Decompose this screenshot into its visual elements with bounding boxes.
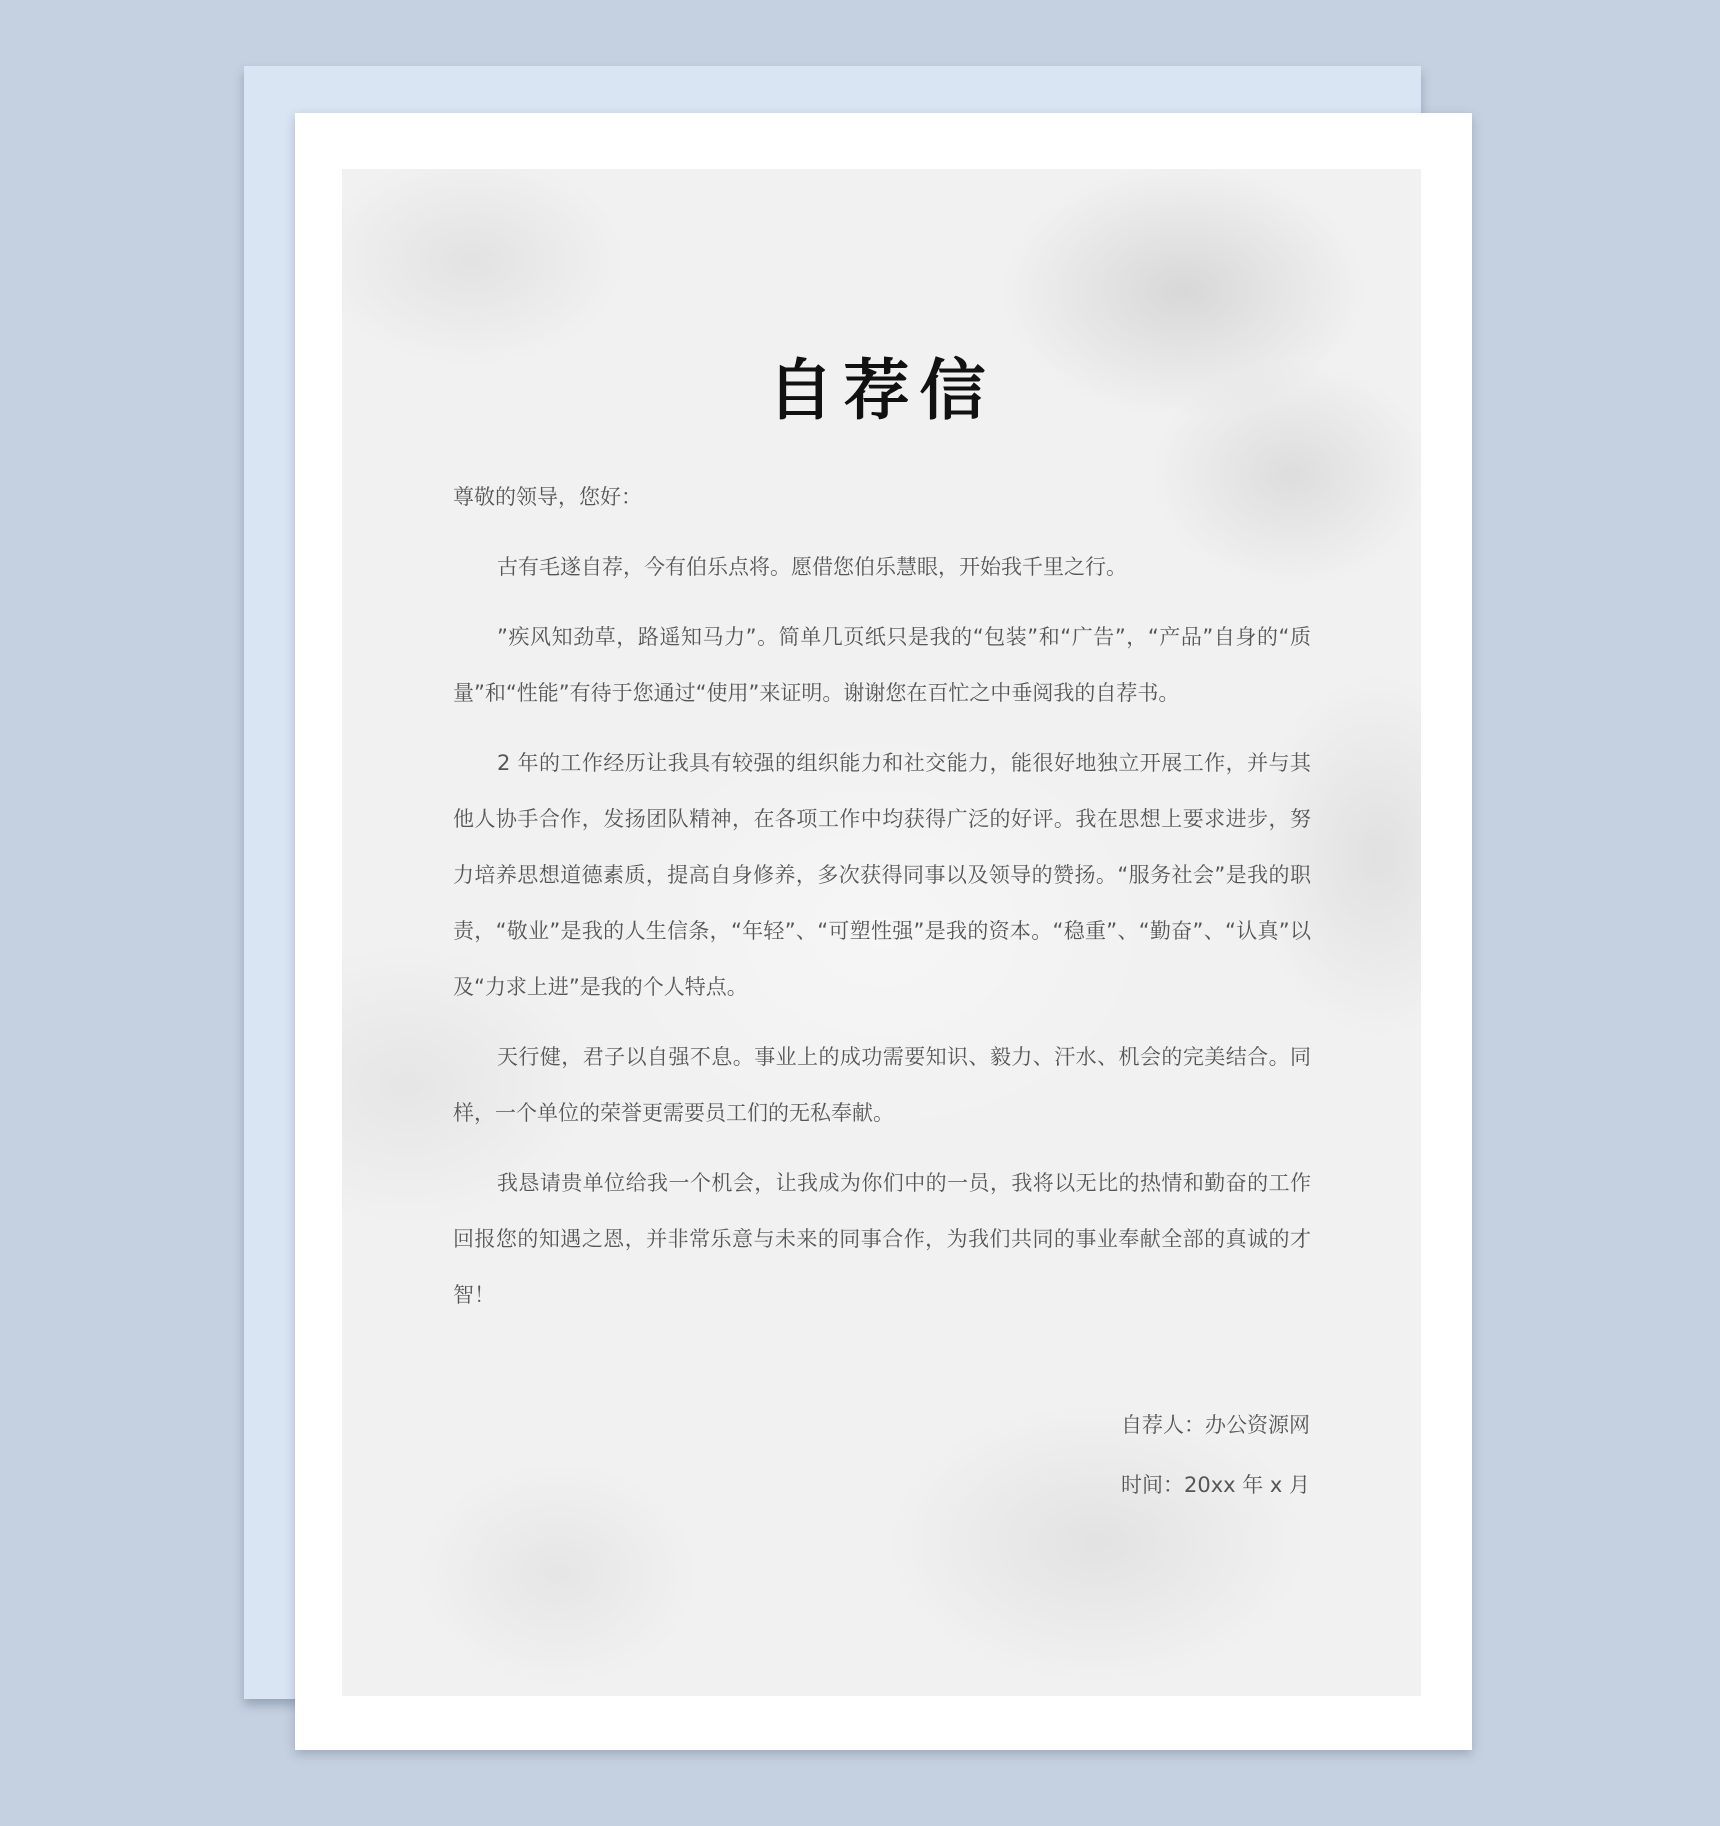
front-sheet (295, 113, 1472, 1750)
letter-paragraph-2: ”疾风知劲草，路遥知马力”。简单几页纸只是我的“包装”和“广告”，“产品”自身的“质量”和“性能”有待于您通过“使用”来证明。谢谢您在百忙之中垂阅我的自荐书。 (453, 625, 1311, 705)
letter-title: 自荐信 (767, 351, 996, 429)
letter-paragraph-3: 2 年的工作经历让我具有较强的组织能力和社交能力，能很好地独立开展工作，并与其他人协手合作，发扬团队精神，在各项工作中均获得广泛的好评。我在思想上要求进步，努力培养思想道德素质，提高自身修养，多次获得同事以及领导的赞扬。“服务社会”是我的职责，“敬业”是我的人生信条，“年轻”、“可塑性强”是我的资本。“稳重”、“勤奋”、“认真”以及“力求上进”是我的个人特点。 (453, 751, 1311, 999)
letter-paragraph-1: 古有毛遂自荐，今有伯乐点将。愿借您伯乐慧眼，开始我千里之行。 (497, 555, 1127, 579)
letter-date: 时间：20xx 年 x 月 (1120, 1473, 1310, 1497)
letter-paper (342, 169, 1421, 1696)
letter-signer: 自荐人：办公资源网 (1121, 1413, 1310, 1437)
letter-greeting: 尊敬的领导，您好： (453, 485, 642, 509)
letter-body (453, 469, 1311, 1337)
letter-paragraph-5: 我恳请贵单位给我一个机会，让我成为你们中的一员，我将以无比的热情和勤奋的工作回报您的知遇之恩，并非常乐意与未来的同事合作，为我们共同的事业奉献全部的真诚的才智！ (453, 1171, 1311, 1307)
letter-paragraph-4: 天行健，君子以自强不息。事业上的成功需要知识、毅力、汗水、机会的完美结合。同样，一个单位的荣誉更需要员工们的无私奉献。 (453, 1045, 1311, 1125)
